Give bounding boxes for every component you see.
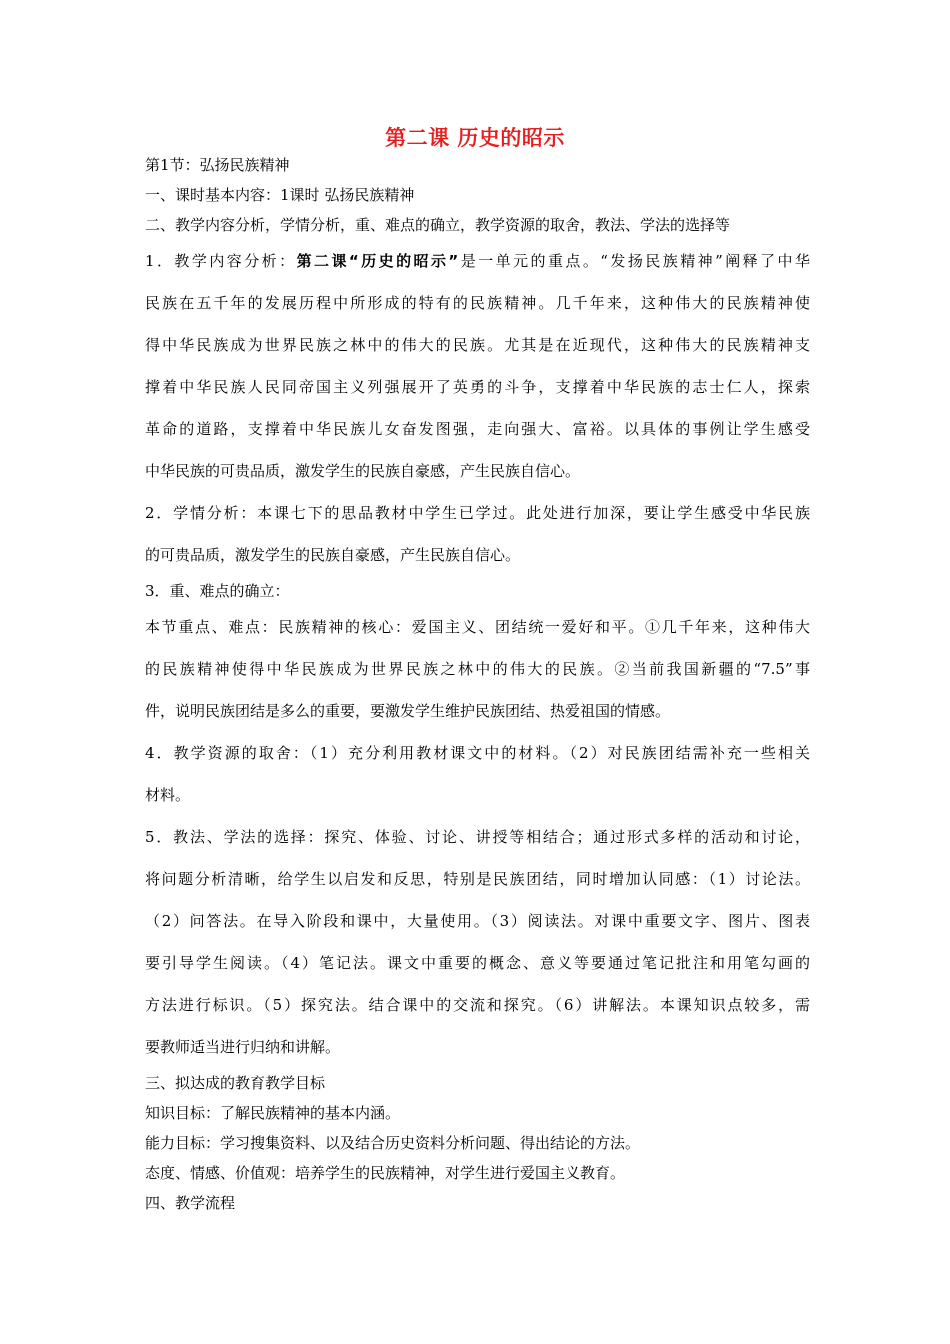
attitude-goal: 态度、情感、价值观：培养学生的民族精神，对学生进行爱国主义教育。 bbox=[145, 1164, 626, 1182]
knowledge-goal: 知识目标：了解民族精神的基本内涵。 bbox=[145, 1104, 401, 1122]
paragraph-1-line: 得中华民族成为世界民族之林中的伟大的民族。尤其是在近现代，这种伟大的民族精神支 bbox=[145, 336, 810, 354]
paragraph-1-line: 革命的道路，支撑着中华民族儿女奋发图强，走向强大、富裕。以具体的事例让学生感受 bbox=[145, 420, 810, 438]
section-subtitle: 第1节：弘扬民族精神 bbox=[145, 156, 290, 174]
paragraph-1-lead: 1．教学内容分析： bbox=[145, 252, 297, 270]
paragraph-5-line: 将问题分析清晰，给学生以启发和反思，特别是民族团结，同时增加认同感：（1）讨论法。 bbox=[145, 870, 810, 888]
document-body bbox=[145, 150, 810, 1218]
paragraph-1-line: 撑着中华民族人民同帝国主义列强展开了英勇的斗争，支撑着中华民族的志士仁人，探索 bbox=[145, 378, 810, 396]
paragraph-1-bold: 第二课“历史的昭示” bbox=[296, 252, 459, 270]
ability-goal: 能力目标：学习搜集资料、以及结合历史资料分析问题、得出结论的方法。 bbox=[145, 1134, 641, 1152]
paragraph-1-line: 民族在五千年的发展历程中所形成的特有的民族精神。几千年来，这种伟大的民族精神使 bbox=[145, 294, 810, 312]
paragraph-4-line: 材料。 bbox=[145, 786, 191, 804]
paragraph-1-tail: 是一单元的重点。“发扬民族精神”阐释了中华 bbox=[458, 252, 811, 270]
paragraph-2-line: 2．学情分析：本课七下的思品教材中学生已学过。此处进行加深，要让学生感受中华民族 bbox=[145, 504, 810, 522]
lesson-basic-content: 一、课时基本内容：1课时 弘扬民族精神 bbox=[145, 186, 415, 204]
document-title: 第二课 历史的昭示 bbox=[385, 126, 565, 150]
paragraph-5-line: 要教师适当进行归纳和讲解。 bbox=[145, 1038, 341, 1056]
section-heading-4: 四、教学流程 bbox=[145, 1194, 236, 1212]
paragraph-5-line: （2）问答法。在导入阶段和课中，大量使用。（3）阅读法。对课中重要文字、图片、图表 bbox=[145, 912, 810, 930]
paragraph-4-line: 4．教学资源的取舍：（1）充分利用教材课文中的材料。（2）对民族团结需补充一些相关 bbox=[145, 744, 810, 762]
section-heading-3: 三、拟达成的教育教学目标 bbox=[145, 1074, 326, 1092]
paragraph-1-line-1 bbox=[145, 240, 810, 282]
paragraph-1-line: 中华民族的可贵品质，激发学生的民族自豪感，产生民族自信心。 bbox=[145, 462, 581, 480]
paragraph-3-line: 的民族精神使得中华民族成为世界民族之林中的伟大的民族。②当前我国新疆的“7.5”事 bbox=[145, 660, 810, 678]
paragraph-5-line: 5．教法、学法的选择：探究、体验、讨论、讲授等相结合；通过形式多样的活动和讨论， bbox=[145, 828, 810, 846]
paragraph-3-line: 3．重、难点的确立： bbox=[145, 582, 290, 600]
section-heading-2: 二、教学内容分析，学情分析，重、难点的确立，教学资源的取舍，教法、学法的选择等 bbox=[145, 216, 731, 234]
paragraph-2-line: 的可贵品质，激发学生的民族自豪感，产生民族自信心。 bbox=[145, 546, 521, 564]
paragraph-5-line: 方法进行标识。（5）探究法。结合课中的交流和探究。（6）讲解法。本课知识点较多，需 bbox=[145, 996, 810, 1014]
paragraph-3-line: 件，说明民族团结是多么的重要，要激发学生维护民族团结、热爱祖国的情感。 bbox=[145, 702, 671, 720]
paragraph-5-line: 要引导学生阅读。（4）笔记法。课文中重要的概念、意义等要通过笔记批注和用笔勾画的 bbox=[145, 954, 810, 972]
paragraph-3-line: 本节重点、难点：民族精神的核心：爱国主义、团结统一爱好和平。①几千年来，这种伟大 bbox=[145, 618, 810, 636]
